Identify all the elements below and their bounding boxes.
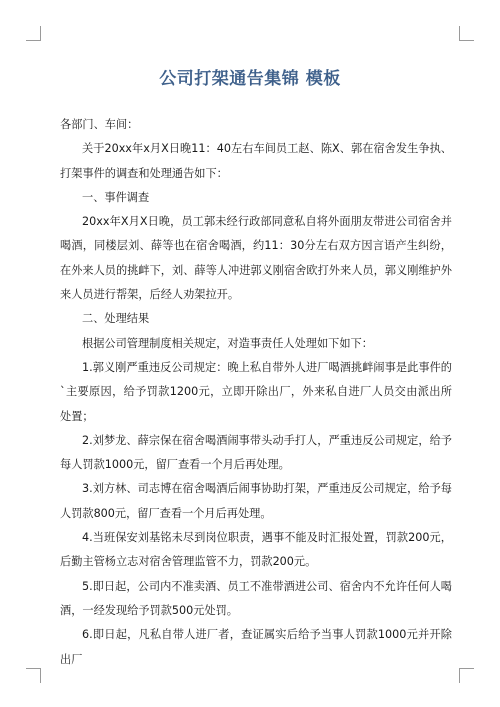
result-item-2: 2.刘梦龙、薛宗保在宿舍喝酒闹事带头动手打人，严重违反公司规定，给予每人罚款1000元，留厂查看一个月后再处理。	[60, 433, 452, 472]
result-item-4: 4.当班保安刘基铭未尽到岗位职责，遇事不能及时汇报处置，罚款200元，后勤主管杨立志对宿舍管理监管不力，罚款200元。	[60, 531, 452, 569]
salutation: 各部门、车间：	[60, 118, 139, 131]
crop-mark-top-right	[459, 26, 474, 41]
result-item-6: 6.即日起，凡私自带人进厂者，查证属实后给予当事人罚款1000元并开除出厂	[60, 628, 452, 666]
section-heading-results: 二、处理结果	[82, 312, 150, 326]
document-title: 公司打架通告集锦 模板	[159, 69, 341, 89]
crop-mark-top-left	[26, 26, 41, 41]
section-heading-investigation: 一、事件调查	[82, 190, 150, 204]
result-item-5: 5.即日起，公司内不准卖酒、员工不准带酒进公司、宿舍内不允许任何人喝酒，一经发现给予罚款500元处罚。	[60, 579, 452, 617]
result-item-3: 3.刘方林、司志博在宿舍喝酒后闹事协助打架，严重违反公司规定，给予每人罚款800元，留厂查看一个月后再处理。	[60, 482, 452, 520]
document-body	[60, 113, 452, 672]
crop-mark-bottom-right	[459, 668, 474, 683]
result-item-1: 1.郭义刚严重违反公司规定：晚上私自带外人进厂喝酒挑衅闹事是此事件的`主要原因，给予罚款1200元，立即开除出厂，外来私自进厂人员交由派出所处置；	[60, 360, 452, 423]
investigation-paragraph: 20xx年X月X日晚，员工郭未经行政部同意私自将外面朋友带进公司宿舍并喝酒，同楼层刘、薛等也在宿舍喝酒，约11：30分左右双方因言语产生纠纷，在外来人员的挑衅下，刘、薛等人冲进郭义刚宿舍欧打外来人员，郭义刚维护外来人员进行帮架，后经人劝架拉开。	[60, 215, 452, 302]
intro-paragraph: 关于20xx年x月X日晚11：40左右车间员工赵、陈X、郭在宿舍发生争执、打架事件的调查和处理通告如下：	[60, 142, 452, 180]
crop-mark-bottom-left	[26, 668, 41, 683]
results-intro-paragraph: 根据公司管理制度相关规定，对造事责任人处理如下如下：	[82, 336, 373, 350]
